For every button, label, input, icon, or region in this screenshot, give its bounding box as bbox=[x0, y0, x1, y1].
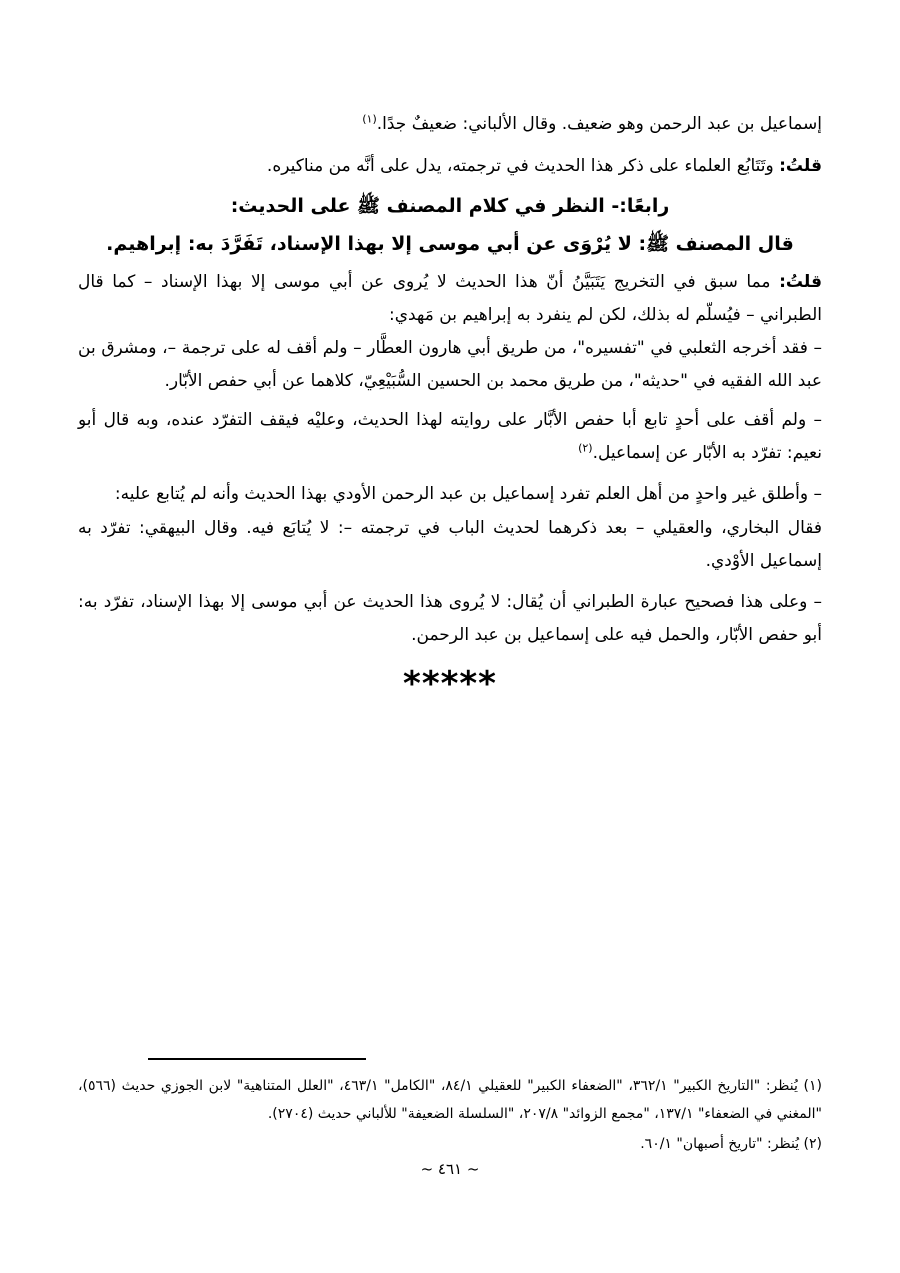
page-number: ~ ٤٦١ ~ bbox=[420, 1160, 480, 1178]
note-lead: قلتُ: bbox=[779, 156, 822, 176]
footnote-2: (٢) يُنظر: "تاريخ أصبهان" ٦٠/١. bbox=[640, 1136, 822, 1152]
footnote-ref-1[interactable]: (١) bbox=[362, 112, 377, 126]
paragraph-note bbox=[78, 150, 822, 183]
author-quote: قال المصنف ﷺ: لا يُرْوَى عن أبي موسى إلا بهذا الإسناد، تَفَرَّدَ به: إبراهيم. bbox=[106, 233, 794, 255]
paragraph-text: إسماعيل بن عبد الرحمن وهو ضعيف. وقال الألباني: ضعيفٌ جدًا. bbox=[376, 114, 822, 134]
paragraph-conclusion: – وعلى هذا فصحيح عبارة الطبراني أن يُقال: لا يُروى هذا الحديث عن أبي موسى إلا بهذا الإسناد، تفرّد به: أبو حفص الأبّار، والحمل فيه على إسماعيل بن عبد الرحمن. bbox=[78, 592, 822, 645]
paragraph-text: وتَتَابُع العلماء على ذكر هذا الحديث في ترجمته، يدل على أنَّه من مناكيره. bbox=[266, 156, 780, 176]
paragraph-analysis bbox=[78, 266, 822, 332]
footnote-1: (١) يُنظر: "التاريخ الكبير" ٣٦٢/١، "الضعفاء الكبير" للعقيلي ٨٤/١، "الكامل" ٤٦٣/١، "العلل المتناهية" لابن الجوزي حديث (٥٦٦)، "المغني في الضعفاء" ١٣٧/١، "مجمع الزوائد" ٢٠٧/٨، "السلسلة الضعيفة" للألباني حديث (٢٧٠٤). bbox=[78, 1078, 822, 1122]
analysis-lead: قلتُ: bbox=[779, 272, 822, 292]
footnote-ref-2[interactable]: (٢) bbox=[578, 441, 593, 455]
paragraph-text: مما سبق في التخريج يَتَبَيَّنُ أنّ هذا الحديث لا يُروى عن أبي موسى إلا بهذا الإسناد – كما قال الطبراني – فيُسلّم له بذلك، لكن لم ينفرد به إبراهيم بن مَهدي: bbox=[78, 272, 822, 325]
paragraph-sources: – فقد أخرجه الثعلبي في "تفسيره"، من طريق أبي هارون العطَّار – ولم أقف له على ترجمة –، ومشرق بن عبد الله الفقيه في "حديثه"، من طريق محمد بن الحسين السُّبَيْعِيّ، كلاهما عن أبي حفص الأبّار. bbox=[78, 338, 822, 391]
paragraph-bukhari: فقال البخاري، والعقيلي – بعد ذكرهما لحديث الباب في ترجمته –: لا يُتابَع فيه. وقال البيهقي: تفرّد به إسماعيل الأوْدي. bbox=[78, 518, 822, 571]
paragraph-text: – ولم أقف على أحدٍ تابع أبا حفص الأبَّار على روايته لهذا الحديث، وعليْه فيقف التفرّد عنده، وبه قال أبو نعيم: تفرّد به الأبّار عن إسماعيل. bbox=[78, 410, 822, 463]
paragraph-line-1 bbox=[78, 108, 822, 141]
footnote-divider bbox=[148, 1058, 366, 1060]
section-separator: ***** bbox=[403, 664, 497, 704]
paragraph-scholars: – وأطلق غير واحدٍ من أهل العلم تفرد إسماعيل بن عبد الرحمن الأودي بهذا الحديث وأنه لم يُتابع عليه: bbox=[114, 484, 822, 504]
paragraph-tafarrud bbox=[78, 404, 822, 470]
section-heading: رابعًا:- النظر في كلام المصنف ﷺ على الحديث: bbox=[230, 195, 670, 217]
document-page bbox=[78, 0, 822, 1273]
